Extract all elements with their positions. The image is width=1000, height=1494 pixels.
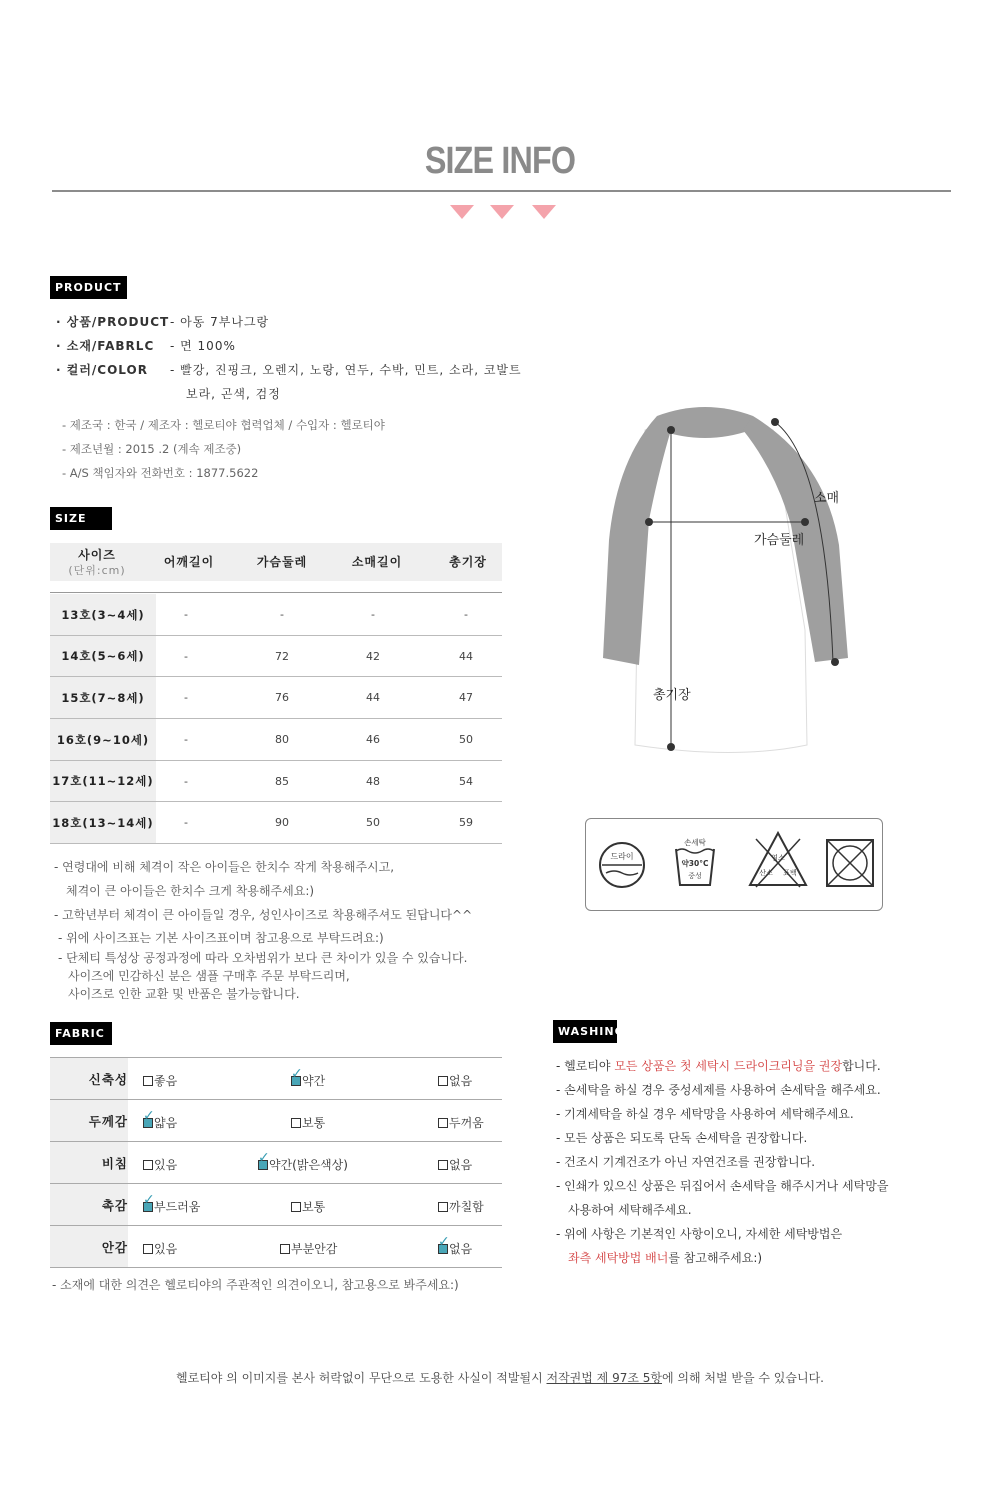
check-mark-icon: ✓ — [258, 1150, 270, 1166]
check-mark-icon: ✓ — [143, 1108, 155, 1124]
length-dimension-label: 총기장 — [653, 688, 691, 703]
dry-clean-icon — [594, 837, 650, 893]
fabric-row-label: 안감 — [50, 1226, 128, 1267]
fabric-option: 까칠함 — [438, 1198, 484, 1215]
size-note: - 위에 사이즈표는 기본 사이즈표이며 참고용으로 부탁드려요:) — [58, 931, 384, 945]
copyright-notice: 헬로티야 의 이미지를 본사 허락없이 무단으로 도용한 사실이 적발될시 저작권법 제 97조 5항에 의해 처벌 받을 수 있습니다. — [175, 1371, 824, 1385]
svg-text:염소: 염소 — [771, 854, 785, 862]
washing-note: 좌측 세탁방법 배너를 참고해주세요:) — [568, 1251, 763, 1265]
length-cell: 50 — [459, 733, 473, 746]
measure-point — [667, 743, 675, 751]
svg-text:드라이: 드라이 — [610, 852, 634, 861]
fabric-row-thickness — [50, 1099, 502, 1141]
chest-cell: 85 — [275, 774, 289, 788]
fabric-option: 있음 — [143, 1240, 177, 1257]
shoulder-cell: - — [184, 649, 188, 663]
chest-dimension-label: 가슴둘레 — [754, 533, 805, 548]
down-arrow-icon — [450, 205, 474, 219]
chest-cell: - — [280, 608, 284, 621]
svg-text:손세탁: 손세탁 — [684, 838, 706, 847]
fabric-option-selected: ✓ 약간(밝은색상) — [258, 1150, 348, 1172]
checkbox-icon — [291, 1118, 301, 1128]
sleeve-cell: 44 — [366, 691, 380, 704]
measure-point — [667, 426, 675, 434]
check-mark-icon: ✓ — [438, 1234, 450, 1250]
fabric-option-selected: ✓ 없음 — [438, 1234, 473, 1256]
product-name-key: · 상품/PRODUCT — [56, 315, 170, 329]
fabric-option: 보통 — [291, 1198, 325, 1215]
washing-note: - 헬로티야 모든 상품은 첫 세탁시 드라이크리닝을 권장합니다. — [556, 1059, 881, 1073]
table-row — [50, 761, 502, 802]
header-sleeve: 소매길이 — [351, 555, 403, 569]
product-color-value-cont: 보라, 곤색, 검정 — [186, 387, 281, 401]
no-bleach-icon — [746, 829, 810, 891]
size-cell: 13호(3~4세) — [50, 594, 156, 635]
shoulder-cell: - — [184, 816, 188, 829]
check-mark-icon: ✓ — [291, 1066, 303, 1082]
fabric-row-label: 두께감 — [50, 1100, 128, 1141]
size-cell: 17호(11~12세) — [50, 761, 156, 801]
shoulder-cell: - — [184, 691, 188, 704]
checkbox-icon — [438, 1076, 448, 1086]
svg-text:중성: 중성 — [688, 872, 702, 880]
shoulder-cell: - — [184, 608, 188, 621]
header-length: 총기장 — [449, 555, 487, 569]
checkbox-icon — [143, 1244, 153, 1254]
size-cell: 15호(7~8세) — [50, 677, 156, 718]
washing-note: - 모든 상품은 되도록 단독 손세탁을 권장합니다. — [556, 1131, 808, 1145]
fabric-option-selected: ✓ 부드러움 — [143, 1192, 201, 1214]
checkbox-icon — [291, 1202, 301, 1212]
svg-text:약30°C: 약30°C — [681, 859, 709, 868]
down-arrow-icon — [532, 205, 556, 219]
length-cell: 44 — [459, 649, 473, 663]
shoulder-cell: - — [184, 774, 188, 788]
measure-point — [801, 518, 809, 526]
washing-label: WASHING — [553, 1020, 617, 1043]
size-note: 체격이 큰 아이들은 한치수 크게 착용해주세요:) — [66, 884, 315, 898]
table-row — [50, 802, 502, 844]
measure-point — [771, 418, 779, 426]
product-color-key: · 컬러/COLOR — [56, 363, 148, 377]
checkbox-icon — [258, 1150, 270, 1170]
checkbox-icon — [291, 1066, 303, 1086]
as-contact-note: - A/S 책임자와 전화번호 : 1877.5622 — [62, 466, 259, 480]
checkbox-icon — [438, 1234, 450, 1254]
header-size: 사이즈 (단위:cm) — [68, 548, 126, 577]
size-note: - 고학년부터 체격이 큰 아이들일 경우, 성인사이즈로 착용해주셔도 된답니다^^ — [54, 908, 473, 922]
fabric-option: 좋음 — [143, 1072, 177, 1089]
fabric-option: 있음 — [143, 1156, 177, 1173]
fabric-option: 부분안감 — [280, 1240, 337, 1257]
svg-text:표백: 표백 — [783, 869, 797, 877]
fabric-row-lining — [50, 1225, 502, 1268]
size-note: 사이즈로 인한 교환 및 반품은 불가능합니다. — [68, 987, 300, 1001]
fabric-row-label: 촉감 — [50, 1184, 128, 1225]
no-tumble-dry-icon — [824, 837, 876, 889]
checkbox-icon — [143, 1076, 153, 1086]
length-cell: - — [464, 608, 468, 621]
down-arrow-icon — [490, 205, 514, 219]
title-divider — [52, 190, 951, 192]
washing-note: - 기계세탁을 하실 경우 세탁망을 사용하여 세탁해주세요. — [556, 1107, 854, 1121]
checkbox-icon — [438, 1202, 448, 1212]
table-row — [50, 636, 502, 677]
sleeve-dimension-label: 소매 — [814, 491, 840, 506]
hand-wash-icon — [670, 835, 720, 893]
checkbox-icon — [143, 1192, 155, 1212]
checkbox-icon — [143, 1160, 153, 1170]
header-chest: 가슴둘레 — [256, 555, 308, 569]
measure-point — [645, 518, 653, 526]
header-shoulder: 어깨길이 — [163, 555, 215, 569]
table-row — [50, 677, 502, 719]
checkbox-icon — [438, 1160, 448, 1170]
fabric-row-touch — [50, 1183, 502, 1225]
washing-note: - 손세탁을 하실 경우 중성세제를 사용하여 손세탁을 해주세요. — [556, 1083, 881, 1097]
product-label: PRODUCT — [50, 276, 127, 299]
size-cell: 14호(5~6세) — [50, 636, 156, 676]
size-note: - 연령대에 비해 체격이 작은 아이들은 한치수 작게 착용해주시고, — [54, 860, 395, 874]
size-cell: 16호(9~10세) — [50, 719, 156, 760]
product-name-value: - 아동 7부나그랑 — [170, 315, 270, 329]
fabric-row-label: 비침 — [50, 1142, 128, 1183]
checkbox-icon — [143, 1108, 155, 1128]
manufacturer-note: - 제조국 : 한국 / 제조자 : 헬로티야 협력업체 / 수입자 : 헬로티야 — [62, 418, 385, 432]
fabric-label: FABRIC — [50, 1022, 112, 1045]
size-table-divider — [50, 592, 502, 593]
product-color-value: - 빨강, 진핑크, 오렌지, 노랑, 연두, 수박, 민트, 소라, 코발트 — [170, 363, 522, 377]
fabric-option: 없음 — [438, 1072, 472, 1089]
washing-note: - 건조시 기계건조가 아닌 자연건조를 권장합니다. — [556, 1155, 816, 1169]
manufacture-date-note: - 제조년월 : 2015 .2 (계속 제조중) — [62, 442, 242, 456]
product-fabric-key: · 소재/FABRLC — [56, 339, 155, 353]
chest-cell: 90 — [275, 816, 289, 829]
fabric-option: 없음 — [438, 1156, 472, 1173]
fabric-row-sheer — [50, 1141, 502, 1183]
sleeve-cell: 42 — [366, 649, 380, 663]
fabric-row-stretch — [50, 1057, 502, 1099]
washing-note: - 위에 사항은 기본적인 사항이오니, 자세한 세탁방법은 — [556, 1227, 843, 1241]
length-cell: 47 — [459, 691, 473, 704]
length-cell: 59 — [459, 816, 473, 829]
shirt-diagram — [595, 400, 865, 760]
fabric-option: 두꺼움 — [438, 1114, 484, 1131]
checkbox-icon — [280, 1244, 290, 1254]
sleeve-cell: 46 — [366, 733, 380, 746]
svg-text:산소: 산소 — [759, 869, 773, 877]
fabric-option-selected: ✓ 얇음 — [143, 1108, 178, 1130]
product-fabric-value: - 면 100% — [170, 339, 236, 353]
washing-note: 사용하여 세탁해주세요. — [568, 1203, 692, 1217]
table-row — [50, 719, 502, 761]
size-note: - 단체티 특성상 공정과정에 따라 오차범위가 보다 큰 차이가 있을 수 있습니다. — [58, 951, 468, 965]
table-row — [50, 594, 502, 636]
fabric-note: - 소재에 대한 의견은 헬로티야의 주관적인 의견이오니, 참고용으로 봐주세요:) — [52, 1278, 459, 1292]
fabric-row-label: 신축성 — [50, 1058, 128, 1099]
size-note: 사이즈에 민감하신 분은 샘플 구매후 주문 부탁드리며, — [68, 969, 350, 983]
checkbox-icon — [438, 1118, 448, 1128]
care-icons-box — [585, 818, 883, 911]
size-cell: 18호(13~14세) — [50, 802, 156, 843]
sleeve-cell: 50 — [366, 816, 380, 829]
size-table-header — [50, 543, 502, 581]
page-title: SIZE INFO — [424, 140, 576, 182]
sleeve-cell: 48 — [366, 774, 380, 788]
chest-cell: 80 — [275, 733, 289, 746]
shoulder-cell: - — [184, 733, 188, 746]
copyright-law-link: 저작권법 제 97조 5항 — [546, 1371, 662, 1385]
washing-note: - 인쇄가 있으신 상품은 뒤집어서 손세탁을 해주시거나 세탁망을 — [556, 1179, 889, 1193]
chest-cell: 72 — [275, 649, 289, 663]
size-label: SIZE — [50, 507, 112, 530]
fabric-option-selected: ✓ 약간 — [291, 1066, 326, 1088]
measure-point — [831, 658, 839, 666]
check-mark-icon: ✓ — [143, 1192, 155, 1208]
sleeve-cell: - — [371, 608, 375, 621]
length-cell: 54 — [459, 774, 473, 788]
fabric-option: 보통 — [291, 1114, 325, 1131]
chest-cell: 76 — [275, 691, 289, 704]
